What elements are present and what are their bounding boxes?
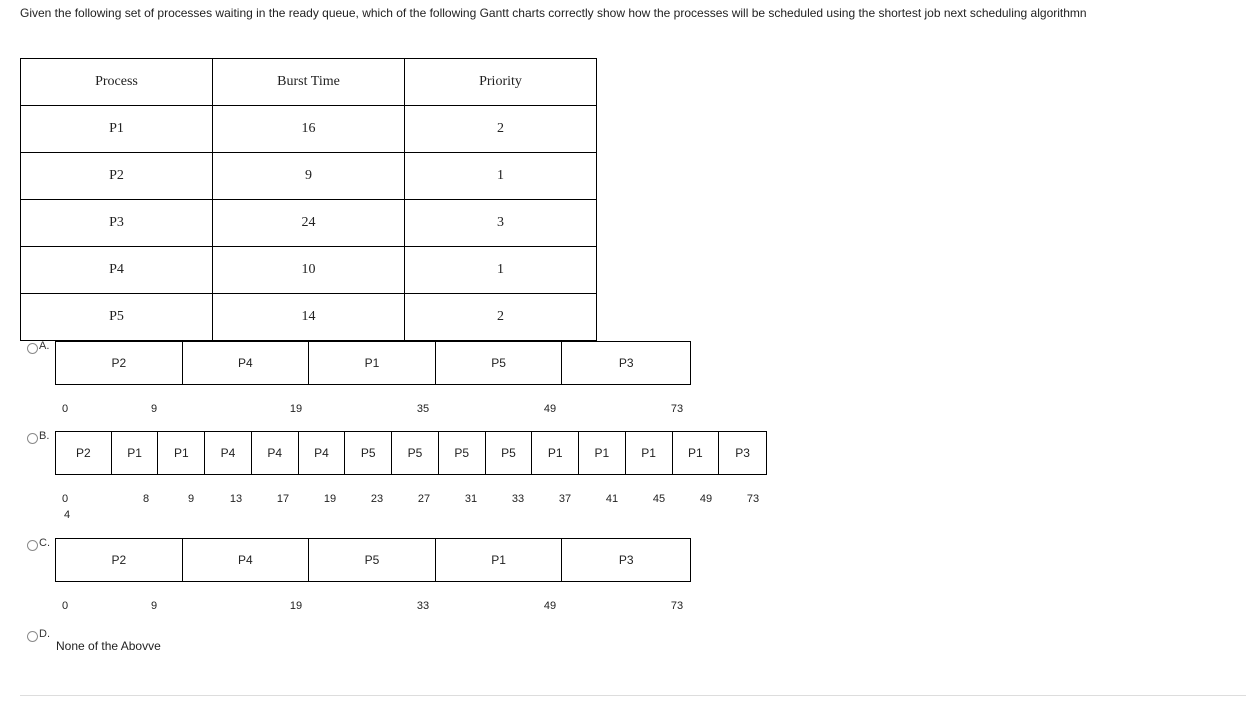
gantt-tick: 17: [276, 493, 290, 505]
gantt-tick: 35: [416, 403, 430, 415]
gantt-tick: 23: [370, 493, 384, 505]
gantt-block: P4: [252, 432, 299, 474]
gantt-block: P2: [56, 432, 112, 474]
option-b-radio[interactable]: [27, 433, 38, 444]
gantt-block: P3: [618, 356, 634, 370]
gantt-block: P5: [309, 539, 436, 581]
process-cell: P2: [21, 153, 213, 200]
process-cell: P4: [21, 247, 213, 294]
gantt-tick: 41: [605, 493, 619, 505]
gantt-block: P1: [626, 432, 673, 474]
process-cell: P5: [21, 294, 213, 341]
gantt-block: P1: [579, 432, 626, 474]
gantt-chart-a: [55, 341, 691, 385]
gantt-block: P5: [345, 432, 392, 474]
gantt-tick: 27: [417, 493, 431, 505]
gantt-block: P5: [486, 432, 533, 474]
gantt-block: P5: [392, 432, 439, 474]
gantt-block: P4: [299, 432, 346, 474]
gantt-tick: 9: [187, 493, 195, 505]
gantt-tick: 19: [323, 493, 337, 505]
gantt-tick: 31: [464, 493, 478, 505]
gantt-tick: 73: [746, 493, 760, 505]
burst-cell: 10: [213, 247, 405, 294]
gantt-chart-b: [55, 431, 767, 475]
header-burst-time: Burst Time: [213, 59, 405, 106]
gantt-block: P1: [532, 432, 579, 474]
gantt-block: P3: [735, 446, 750, 460]
gantt-tick: 19: [289, 600, 303, 612]
gantt-block: P2: [56, 539, 183, 581]
gantt-tick: 9: [150, 600, 158, 612]
gantt-tick: 13: [229, 493, 243, 505]
option-c-letter: C.: [39, 537, 50, 549]
gantt-tick: 9: [150, 403, 158, 415]
gantt-tick: 19: [289, 403, 303, 415]
gantt-block: P4: [183, 342, 310, 384]
gantt-tick: 0: [61, 403, 69, 415]
table-row: [21, 247, 597, 294]
table-row: [21, 294, 597, 341]
table-row: [21, 200, 597, 247]
gantt-block: P5: [439, 432, 486, 474]
gantt-tick: 37: [558, 493, 572, 505]
gantt-tick: 49: [699, 493, 713, 505]
option-c-radio[interactable]: [27, 540, 38, 551]
table-row: [21, 106, 597, 153]
gantt-tick: 0: [61, 493, 69, 505]
priority-cell: 1: [405, 153, 597, 200]
priority-cell: 3: [405, 200, 597, 247]
gantt-tick: 49: [543, 600, 557, 612]
gantt-block: P5: [436, 342, 563, 384]
gantt-tick: 4: [63, 509, 71, 521]
divider: [20, 695, 1246, 696]
gantt-block: P3: [618, 553, 634, 567]
question-text: Given the following set of processes waiting in the ready queue, which of the following Gantt charts correctly show how the processes will be scheduled using the shortest job next scheduling algorithmn: [20, 6, 1087, 20]
process-cell: P3: [21, 200, 213, 247]
table-row: [21, 153, 597, 200]
option-a-radio[interactable]: [27, 343, 38, 354]
gantt-block: P4: [183, 539, 310, 581]
gantt-block: P1: [436, 539, 563, 581]
gantt-block: P1: [673, 432, 720, 474]
gantt-block: P1: [158, 432, 205, 474]
option-a-letter: A.: [39, 340, 50, 352]
gantt-tick: 8: [142, 493, 150, 505]
option-d-letter: D.: [39, 628, 50, 640]
gantt-block: P4: [205, 432, 252, 474]
burst-cell: 14: [213, 294, 405, 341]
process-table: [20, 58, 597, 341]
priority-cell: 2: [405, 294, 597, 341]
burst-cell: 9: [213, 153, 405, 200]
gantt-tick: 49: [543, 403, 557, 415]
header-process: Process: [21, 59, 213, 106]
gantt-tick: 73: [670, 600, 684, 612]
burst-cell: 16: [213, 106, 405, 153]
header-priority: Priority: [405, 59, 597, 106]
gantt-tick: 45: [652, 493, 666, 505]
gantt-block: P2: [56, 342, 183, 384]
table-header-row: [21, 59, 597, 106]
burst-cell: 24: [213, 200, 405, 247]
gantt-tick: 33: [511, 493, 525, 505]
gantt-tick: 33: [416, 600, 430, 612]
gantt-chart-c: [55, 538, 691, 582]
priority-cell: 2: [405, 106, 597, 153]
option-b-letter: B.: [39, 430, 50, 442]
process-cell: P1: [21, 106, 213, 153]
priority-cell: 1: [405, 247, 597, 294]
gantt-tick: 73: [670, 403, 684, 415]
gantt-block: P1: [112, 432, 159, 474]
gantt-block: P1: [309, 342, 436, 384]
option-d-text: None of the Abovve: [56, 639, 161, 653]
option-d-radio[interactable]: [27, 631, 38, 642]
gantt-tick: 0: [61, 600, 69, 612]
